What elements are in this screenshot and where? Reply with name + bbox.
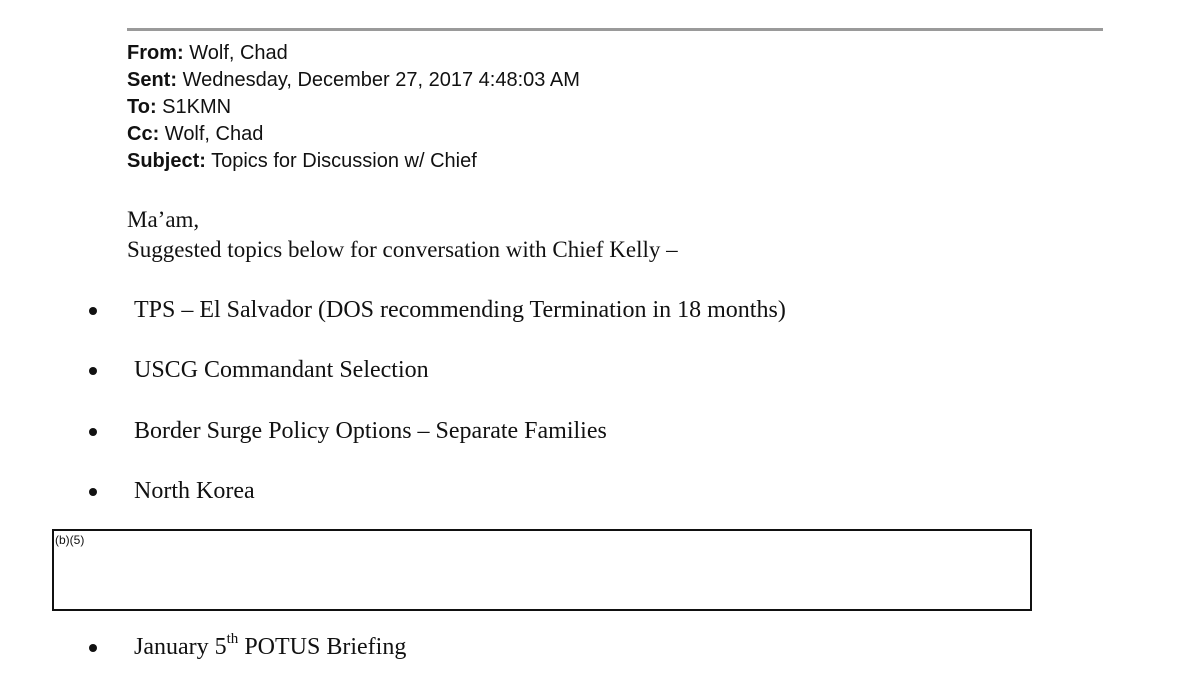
sent-value: Wednesday, December 27, 2017 4:48:03 AM: [182, 69, 580, 91]
from-value: Wolf, Chad: [189, 42, 288, 64]
salutation: Ma’am,: [127, 207, 200, 232]
bullet-icon: [89, 488, 97, 496]
ordinal-superscript: th: [226, 631, 239, 647]
bullet-icon: [89, 644, 97, 652]
sent-label: Sent:: [127, 69, 177, 91]
topic-text-suffix: POTUS Briefing: [238, 634, 407, 660]
topic-text: TPS – El Salvador (DOS recommending Termination in 18 months): [134, 297, 786, 323]
intro-line: Suggested topics below for conversation with Chief Kelly –: [127, 237, 678, 262]
cc-label: Cc:: [127, 123, 160, 145]
topic-text: North Korea: [134, 478, 255, 504]
subject-label: Subject:: [127, 150, 206, 172]
topic-text-potus-briefing: [134, 632, 406, 662]
redaction-code: (b)(5): [55, 533, 85, 547]
cc-value: Wolf, Chad: [164, 123, 264, 145]
subject-value: Topics for Discussion w/ Chief: [211, 150, 477, 172]
from-label: From:: [127, 42, 184, 64]
topic-text: USCG Commandant Selection: [134, 357, 429, 383]
to-label: To:: [127, 96, 157, 118]
bullet-icon: [89, 367, 97, 375]
bullet-icon: [89, 307, 97, 315]
redaction-box: [52, 529, 1032, 611]
bullet-icon: [89, 428, 97, 436]
to-value: S1KMN: [162, 96, 232, 118]
topic-text-prefix: January 5: [134, 634, 227, 660]
topic-text: Border Surge Policy Options – Separate Families: [134, 418, 607, 444]
